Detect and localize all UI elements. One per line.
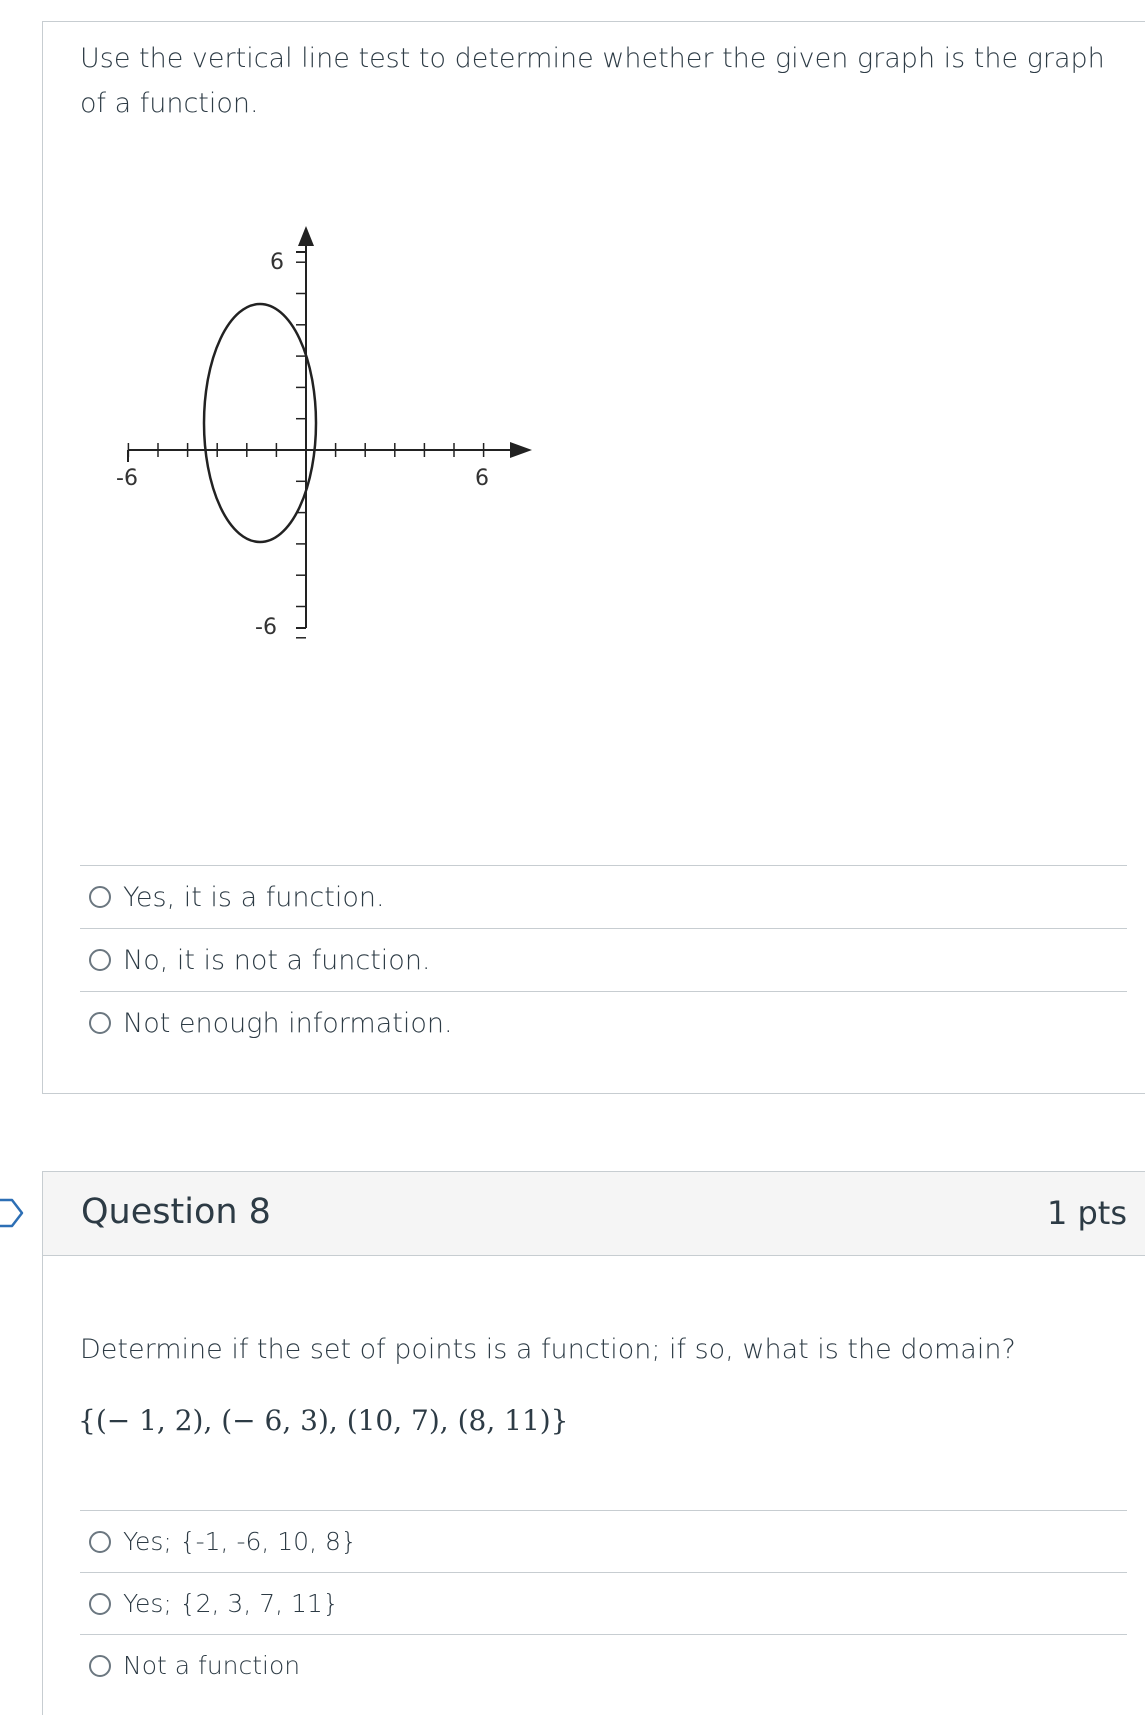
question-7-answers [80, 865, 1127, 1054]
y-top-label: 6 [270, 250, 284, 275]
answer-yes-function[interactable] [80, 865, 1127, 928]
x-right-label: 6 [475, 466, 489, 491]
question-marker-icon [0, 1198, 24, 1228]
question-8-answers [80, 1510, 1127, 1696]
ellipse-graph [100, 210, 550, 650]
radio-button[interactable] [89, 949, 111, 971]
radio-button[interactable] [89, 886, 111, 908]
radio-button[interactable] [89, 1012, 111, 1034]
x-axis-arrow [510, 442, 532, 458]
answer-label: Not a function [123, 1651, 301, 1680]
ellipse-curve [204, 304, 316, 542]
radio-button[interactable] [89, 1531, 111, 1553]
answer-label: Yes; {2, 3, 7, 11} [123, 1589, 339, 1618]
answer-label: Not enough information. [123, 1007, 453, 1039]
answer-label: No, it is not a function. [123, 944, 431, 976]
radio-button[interactable] [89, 1593, 111, 1615]
answer-label: Yes; {-1, -6, 10, 8} [123, 1527, 357, 1556]
x-left-label: -6 [116, 466, 138, 491]
answer-not-a-function[interactable] [80, 1634, 1127, 1696]
answer-yes-domain[interactable] [80, 1510, 1127, 1572]
answer-yes-range[interactable] [80, 1572, 1127, 1634]
question-8-header [42, 1171, 1145, 1256]
question-7-prompt: Use the vertical line test to determine whether the given graph is the graph of a function. [80, 43, 1105, 119]
answer-label: Yes, it is a function. [123, 881, 385, 913]
radio-button[interactable] [89, 1655, 111, 1677]
answer-not-enough-info[interactable] [80, 991, 1127, 1054]
question-8-title: Question 8 [81, 1192, 271, 1232]
question-8-prompt: Determine if the set of points is a function; if so, what is the domain? [80, 1334, 1016, 1365]
question-8-point-set: {(− 1, 2), (− 6, 3), (10, 7), (8, 11)} [78, 1404, 569, 1437]
y-axis-arrow [298, 226, 314, 246]
question-8-points: 1 pts [1046, 1194, 1127, 1232]
y-bottom-label: -6 [255, 615, 277, 640]
answer-not-function[interactable] [80, 928, 1127, 991]
